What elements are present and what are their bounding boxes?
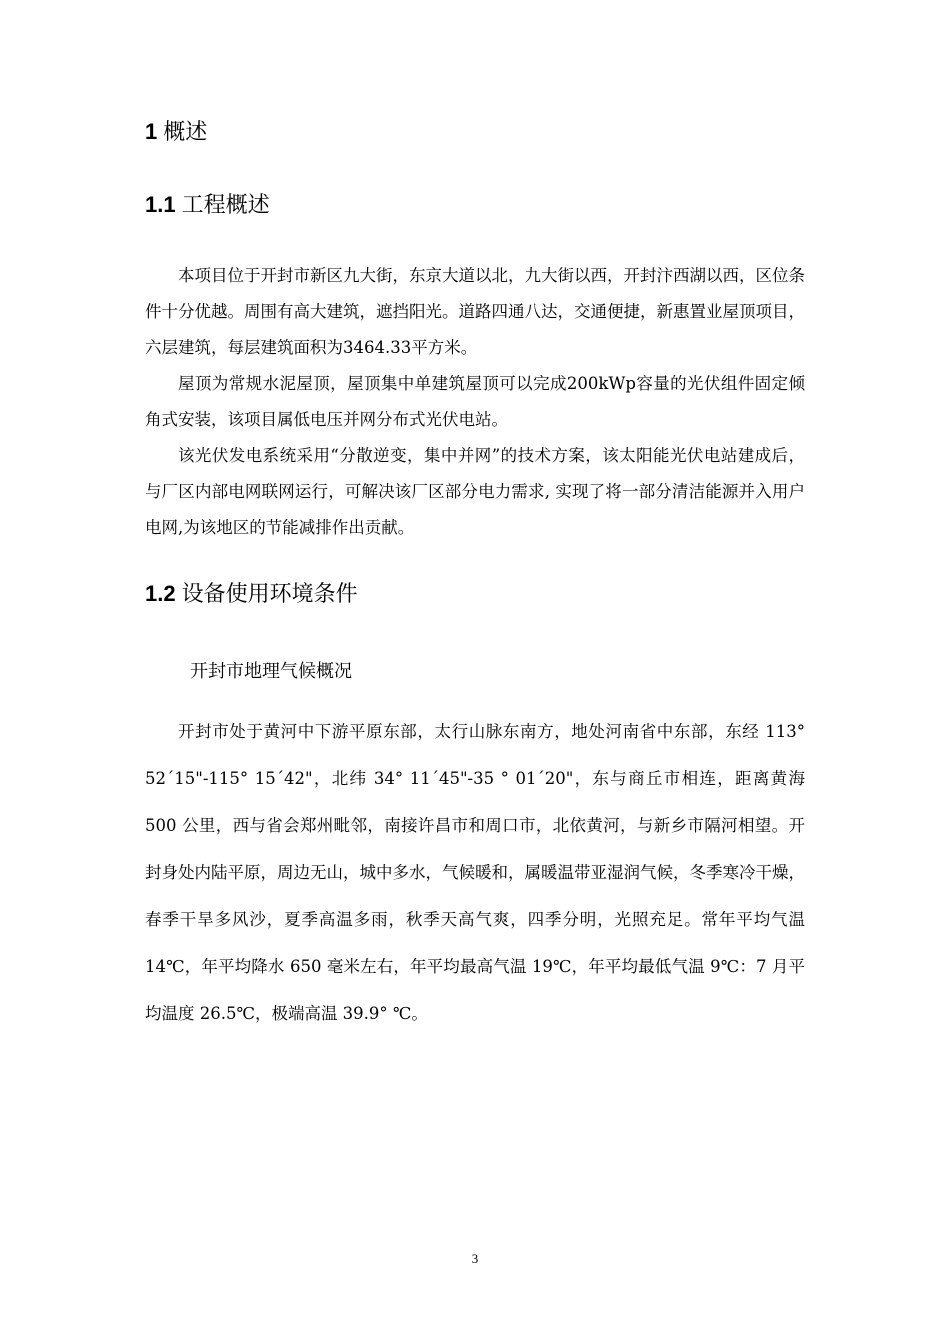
heading-1-1-title: 工程概述 <box>181 192 270 217</box>
page-number: 3 <box>471 1251 479 1266</box>
subheading-climate: 开封市地理气候概况 <box>190 661 352 682</box>
paragraph-project-location: 本项目位于开封市新区九大街，东京大道以北，九大街以西，开封汴西湖以西，区位条件十分优越。周围有高大建筑，遮挡阳光。道路四通八达，交通便捷，新惠置业屋顶项目，六层建筑，每层建筑面积为3464.33平方米。 <box>145 266 805 357</box>
paragraph-system: 该光伏发电系统采用“分散逆变，集中并网”的技术方案，该太阳能光伏电站建成后，与厂区内部电网联网运行，可解决该厂区部分电力需求, 实现了将一部分清洁能源并入用户电网,为该地区的节能减排作出贡献。 <box>145 446 805 537</box>
heading-1-2-number: 1.2 <box>145 581 176 606</box>
heading-1-2 <box>145 577 358 611</box>
heading-1-1 <box>145 188 270 222</box>
heading-1 <box>145 115 207 149</box>
heading-1-number: 1 <box>145 119 158 144</box>
heading-1-2-title: 设备使用环境条件 <box>181 581 358 606</box>
paragraph-climate: 开封市处于黄河中下游平原东部，太行山脉东南方，地处河南省中东部，东经 113° 52´15"-115° 15´42"，北纬 34° 11´45"-35 ° 01´20"，东与商丘市相连，距离黄海 500 公里，西与省会郑州毗邻，南接许昌市和周口市，北依黄河，与新乡市隔河相望。开封身处内陆平原，周边无山，城中多水，气候暖和，属暖温带亚湿润气候，冬季寒冷干燥，春季干旱多风沙，夏季高温多雨，秋季天高气爽，四季分明，光照充足。常年平均气温 14℃，年平均降水 650 毫米左右，年平均最高气温 19℃，年平均最低气温 9℃：7 月平均温度 26.5℃，极端高温 39.9° ℃。 <box>145 722 805 1023</box>
heading-1-title: 概述 <box>163 119 208 144</box>
paragraph-roof: 屋顶为常规水泥屋顶，屋顶集中单建筑屋顶可以完成200kWp容量的光伏组件固定倾角式安装，该项目属低电压并网分布式光伏电站。 <box>145 374 805 429</box>
heading-1-1-number: 1.1 <box>145 192 176 217</box>
